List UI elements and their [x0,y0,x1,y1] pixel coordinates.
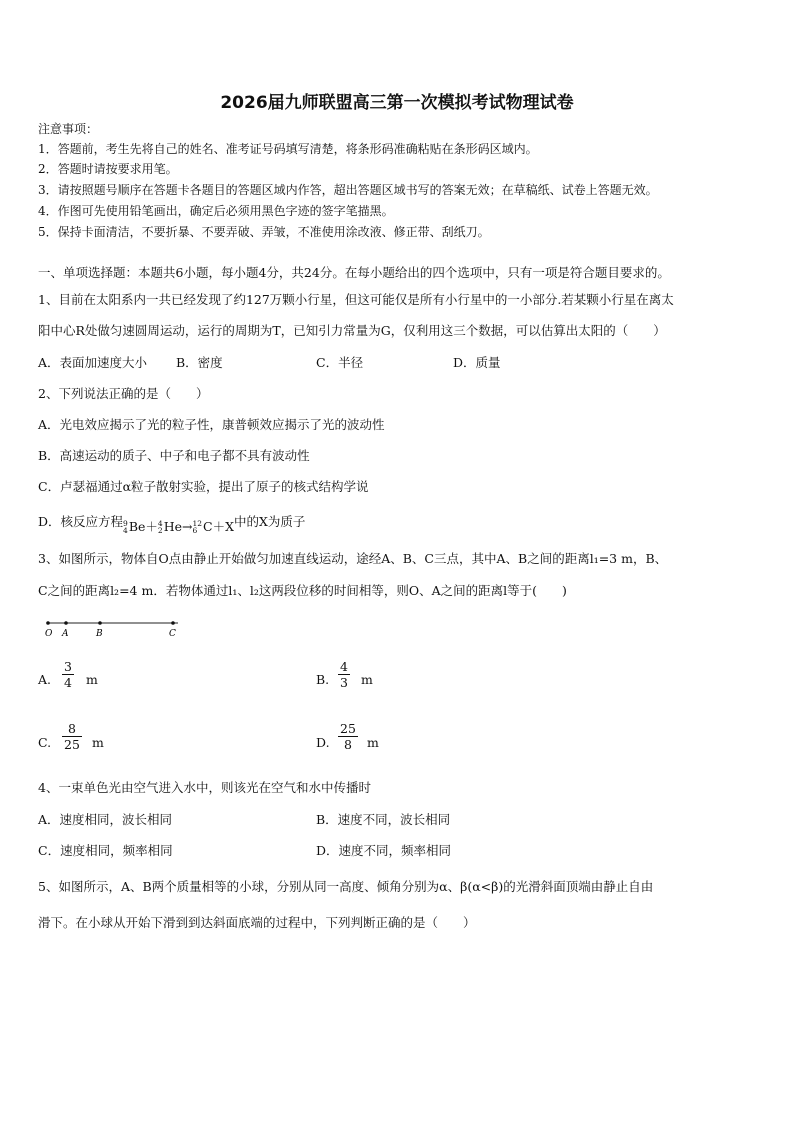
q3-option-c-unit: m [92,735,104,750]
q2-stem: 2、下列说法正确的是（ ） [38,386,209,401]
notice-item-5: 5．保持卡面清洁，不要折暴、不要弄破、弄皱，不准使用涂改液、修正带、刮纸刀。 [38,225,490,239]
q3-option-c-fraction: 8 25 [64,721,80,752]
q3-stem-line1: 3、如图所示，物体自O点由静止开始做匀加速直线运动，途经A、B、C三点，其中A、B之间的距离l₁=3 m，B、 [38,551,668,566]
q2-option-d-prefix: D．核反应方程 [38,514,124,529]
q2-option-a: A．光电效应揭示了光的粒子性，康普顿效应揭示了光的波动性 [38,417,385,432]
q1-option-d: D．质量 [453,355,501,370]
point-b [98,621,102,625]
q1-option-b: B．密度 [176,355,223,370]
q4-option-b: B．速度不同，波长相同 [316,812,451,827]
q2-option-b: B．高速运动的质子、中子和电子都不具有波动性 [38,448,310,463]
section-heading: 一、单项选择题：本题共6小题，每小题4分，共24分。在每小题给出的四个选项中，只有一项是符合题目要求的。 [38,265,670,280]
q4-stem: 4、一束单色光由空气进入水中，则该光在空气和水中传播时 [38,780,371,795]
point-o [46,621,50,625]
q3-option-c-label: C. [38,735,52,750]
label-a: A [62,629,69,639]
notice-item-1: 1．答题前，考生先将自己的姓名、准考证号码填写清楚，将条形码准确粘贴在条形码区域内。 [38,142,538,156]
q3-option-d-fraction: 25 8 [340,721,356,752]
notice-item-3: 3．请按照题号顺序在答题卡各题目的答题区域内作答，超出答题区域书写的答案无效；在草稿纸、试卷上答题无效。 [38,183,658,197]
q3-stem-line2: C之间的距离l₂=4 m．若物体通过l₁、l₂这两段位移的时间相等，则O、A之间的距离l等于( ) [38,583,567,598]
q3-option-b-label: B. [316,672,330,687]
q1-option-c: C．半径 [316,355,364,370]
q1-stem-line1: 1、目前在太阳系内一共已经发现了约127万颗小行星，但这可能仅是所有小行星中的一小部分.若某颗小行星在离太 [38,292,674,307]
q4-option-c: C．速度相同，频率相同 [38,843,173,858]
q3-option-a-fraction: 3 4 [64,659,72,690]
q3-option-d-label: D. [316,735,330,750]
q5-stem-line1: 5、如图所示，A、B两个质量相等的小球，分别从同一高度、倾角分别为α、β(α<β)的光滑斜面顶端由静止自由 [38,879,654,894]
nuclear-equation: 9 4 Be＋ 4 2 He→ 12 6 C＋X [123,519,234,535]
notice-item-2: 2．答题时请按要求用笔。 [38,162,178,176]
q2-option-d [38,514,756,535]
label-o: O [45,629,53,639]
exam-title: 2026届九师联盟高三第一次模拟考试物理试卷 [220,93,574,113]
q4-option-a: A．速度相同，波长相同 [38,812,173,827]
q3-option-a-label: A. [38,672,52,687]
point-c [171,621,175,625]
q1-stem-line2: 阳中心R处做匀速圆周运动，运行的周期为T，已知引力常量为G，仅利用这三个数据，可以估算出太阳的（ ） [38,323,666,338]
q3-option-d-unit: m [367,735,379,750]
q2-option-c: C．卢瑟福通过α粒子散射实验，提出了原子的核式结构学说 [38,479,369,494]
q1-option-a: A．表面加速度大小 [38,355,148,370]
notice-heading: 注意事项： [38,122,99,136]
label-b: B [96,629,103,639]
q5-stem-line2: 滑下。在小球从开始下滑到到达斜面底端的过程中，下列判断正确的是（ ） [38,915,476,930]
q3-points-diagram [40,615,190,639]
q4-option-d: D．速度不同，频率相同 [316,843,452,858]
q3-option-a-unit: m [86,672,98,687]
q3-option-b-unit: m [361,672,373,687]
label-c: C [169,629,176,639]
q3-option-b-fraction: 4 3 [340,659,348,690]
q2-option-d-suffix: 中的X为质子 [233,514,306,529]
notice-item-4: 4．作图可先使用铅笔画出，确定后必须用黑色字迹的签字笔描黑。 [38,204,394,218]
point-a [64,621,68,625]
